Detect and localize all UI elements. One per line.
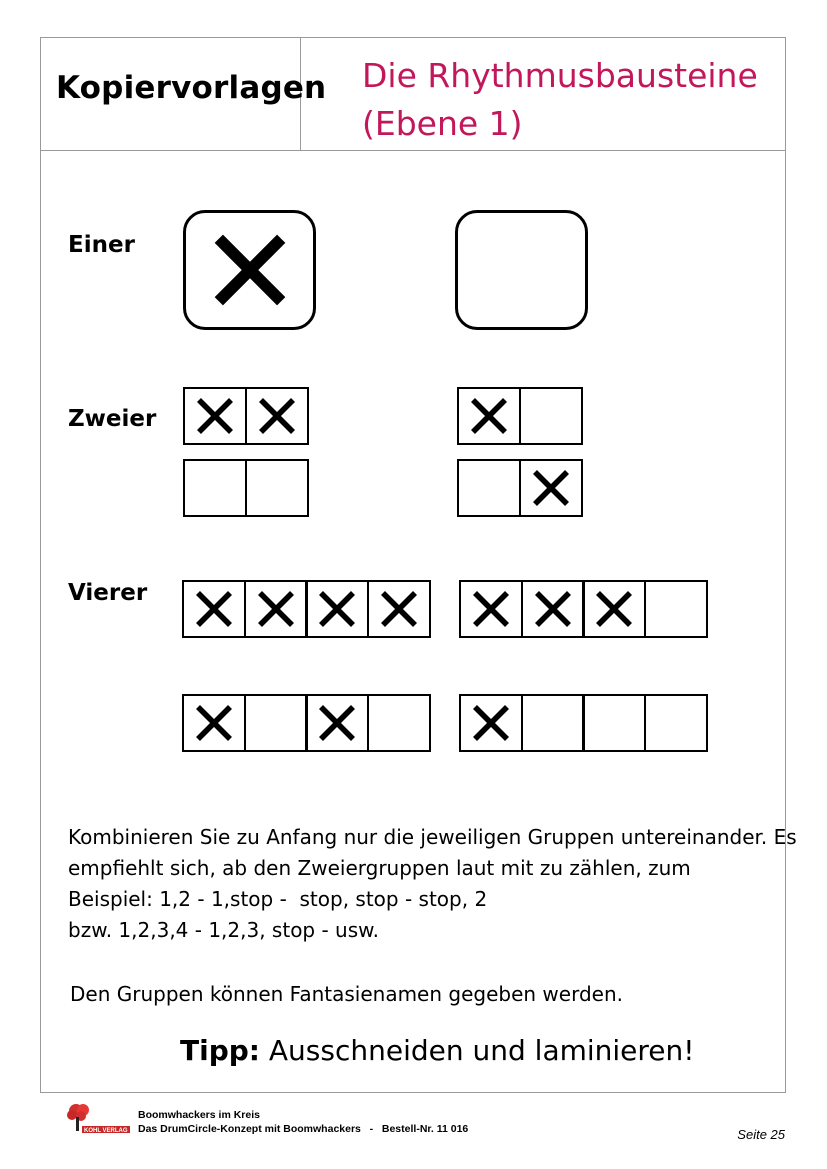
label-vierer: Vierer xyxy=(68,580,148,606)
x-mark-icon xyxy=(257,396,297,436)
x-mark-icon xyxy=(317,589,357,629)
header-left-title: Kopiervorlagen xyxy=(56,70,327,106)
cell-empty xyxy=(519,387,583,445)
x-mark-icon xyxy=(194,589,234,629)
cell-empty xyxy=(244,694,308,752)
header-title xyxy=(362,52,758,148)
einer-box-empty xyxy=(455,210,588,330)
vierer-group-3 xyxy=(182,694,428,752)
zweier-group-4 xyxy=(457,459,580,517)
vierer-group-2 xyxy=(459,580,705,638)
cell-empty xyxy=(644,694,708,752)
tipp-line xyxy=(180,1034,695,1067)
header-title-line1: Die Rhythmusbausteine xyxy=(362,56,758,95)
cell-marked xyxy=(521,580,585,638)
x-mark-icon xyxy=(471,589,511,629)
cell-marked xyxy=(459,580,523,638)
instruction-line-2: empfiehlt sich, ab den Zweiergruppen laut mit zu zählen, zum xyxy=(68,856,691,880)
cell-marked xyxy=(305,694,369,752)
tipp-label: Tipp: xyxy=(180,1034,260,1067)
cell-empty xyxy=(582,694,646,752)
fantasy-names-note: Den Gruppen können Fantasienamen gegeben werden. xyxy=(70,982,623,1006)
cell-marked xyxy=(182,580,246,638)
x-mark-icon xyxy=(533,589,573,629)
x-mark-icon xyxy=(211,231,289,309)
tipp-text: Ausschneiden und laminieren! xyxy=(259,1034,695,1067)
kohl-verlag-logo xyxy=(64,1102,132,1140)
cell-marked xyxy=(519,459,583,517)
x-mark-icon xyxy=(469,396,509,436)
cell-marked xyxy=(244,580,308,638)
cell-empty xyxy=(367,694,431,752)
instruction-line-1: Kombinieren Sie zu Anfang nur die jeweiligen Gruppen untereinander. Es xyxy=(68,825,797,849)
cell-empty xyxy=(644,580,708,638)
cell-empty xyxy=(521,694,585,752)
x-mark-icon xyxy=(379,589,419,629)
cell-marked xyxy=(459,694,523,752)
x-mark-icon xyxy=(256,589,296,629)
cell-empty xyxy=(245,459,309,517)
logo-text: KOHL VERLAG xyxy=(84,1128,128,1134)
zweier-group-2 xyxy=(457,387,580,445)
vierer-group-1 xyxy=(182,580,428,638)
cell-empty xyxy=(183,459,247,517)
x-mark-icon xyxy=(531,468,571,508)
cell-marked xyxy=(183,387,247,445)
zweier-group-3 xyxy=(183,459,306,517)
vierer-group-4 xyxy=(459,694,705,752)
header-title-line2: (Ebene 1) xyxy=(362,104,523,143)
zweier-group-1 xyxy=(183,387,306,445)
instruction-paragraph xyxy=(68,822,797,946)
x-mark-icon xyxy=(317,703,357,743)
instruction-line-3: Beispiel: 1,2 - 1,stop - stop, stop - stop, 2 xyxy=(68,887,488,911)
label-einer: Einer xyxy=(68,232,135,258)
x-mark-icon xyxy=(194,703,234,743)
instruction-line-4: bzw. 1,2,3,4 - 1,2,3, stop - usw. xyxy=(68,918,380,942)
cell-marked xyxy=(182,694,246,752)
x-mark-icon xyxy=(471,703,511,743)
label-zweier: Zweier xyxy=(68,406,157,432)
footer-line-2: Das DrumCircle-Konzept mit Boomwhackers - Bestell-Nr. 11 016 xyxy=(138,1123,469,1135)
einer-box-marked xyxy=(183,210,316,330)
x-mark-icon xyxy=(594,589,634,629)
x-mark-icon xyxy=(195,396,235,436)
cell-marked xyxy=(457,387,521,445)
page-number: Seite 25 xyxy=(737,1127,785,1142)
cell-empty xyxy=(457,459,521,517)
cell-marked xyxy=(305,580,369,638)
cell-marked xyxy=(367,580,431,638)
cell-marked xyxy=(582,580,646,638)
tree-logo-icon xyxy=(64,1102,132,1136)
footer-text xyxy=(138,1108,468,1136)
cell-marked xyxy=(245,387,309,445)
footer-line-1: Boomwhackers im Kreis xyxy=(138,1109,260,1121)
